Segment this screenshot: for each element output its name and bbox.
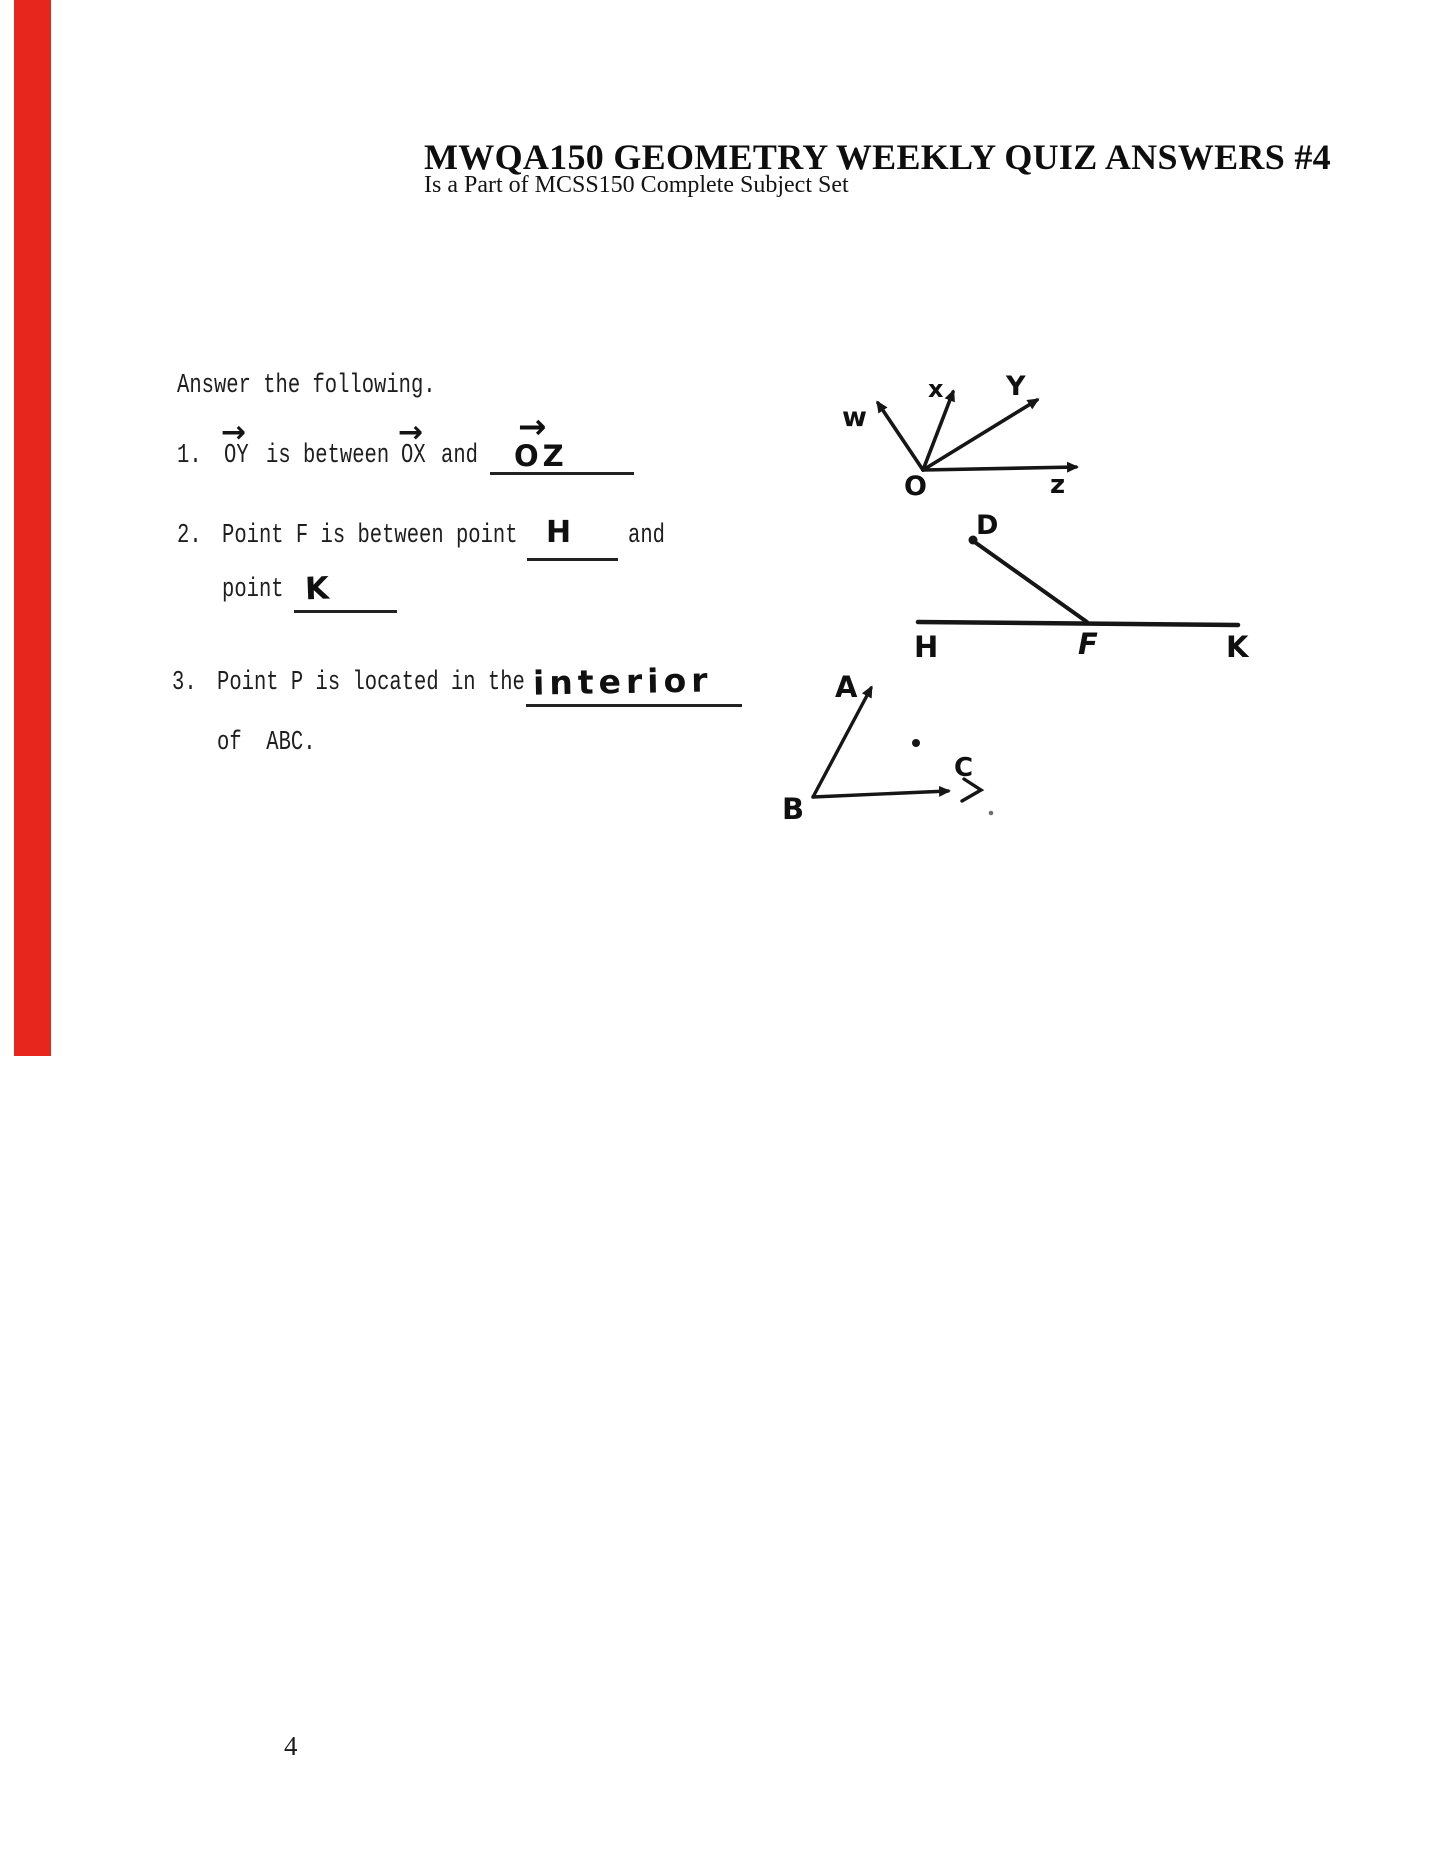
angle-abc-diagram xyxy=(813,688,993,815)
question2-text-line2: point xyxy=(222,575,284,605)
rays-diagram xyxy=(878,392,1076,470)
question1-text: is between xyxy=(266,441,390,471)
question1-ray-oy: OY xyxy=(224,441,249,471)
question2-number: 2. xyxy=(177,521,202,551)
question2-handwritten-answer-k: K xyxy=(304,570,330,608)
question3-handwritten-answer: interior xyxy=(532,660,713,703)
ray-label-x: x xyxy=(928,375,944,403)
ray-label-z: z xyxy=(1050,470,1066,500)
point-label-k: K xyxy=(1226,630,1249,664)
question1-conjunction: and xyxy=(441,441,478,471)
page-title: MWQA150 GEOMETRY WEEKLY QUIZ ANSWERS #4 xyxy=(424,137,1331,177)
point-label-a: A xyxy=(835,670,858,704)
question2-conjunction: and xyxy=(628,521,665,551)
ray-arrow-icon: → xyxy=(518,407,547,447)
question1-handwritten-answer: OZ xyxy=(514,439,568,473)
page-number: 4 xyxy=(284,1731,298,1761)
point-label-f: F xyxy=(1078,627,1098,661)
ray-arrow-icon: → xyxy=(398,415,424,450)
question3-text-line2: of ABC. xyxy=(217,728,316,758)
ray-arrow-icon: → xyxy=(221,415,247,450)
point-label-c: C xyxy=(954,753,974,783)
page-subtitle: Is a Part of MCSS150 Complete Subject Set xyxy=(424,172,849,198)
point-label-h: H xyxy=(914,630,939,664)
betweenness-diagram xyxy=(918,536,1238,626)
point-label-d: D xyxy=(976,510,999,541)
point-label-b: B xyxy=(782,792,805,826)
quiz-prompt: Answer the following. xyxy=(177,371,436,401)
ray-label-y: Y xyxy=(1006,371,1026,402)
question1-ray-ox: OX xyxy=(401,441,426,471)
question3-number: 3. xyxy=(172,668,197,698)
question2-text-line1: Point F is between point xyxy=(222,521,518,551)
ray-label-origin-o: O xyxy=(904,471,927,502)
question2-handwritten-answer-h: H xyxy=(546,515,572,550)
question3-text-line1: Point P is located in the xyxy=(217,668,525,698)
ray-label-w: w xyxy=(842,402,867,433)
question1-number: 1. xyxy=(177,441,202,471)
